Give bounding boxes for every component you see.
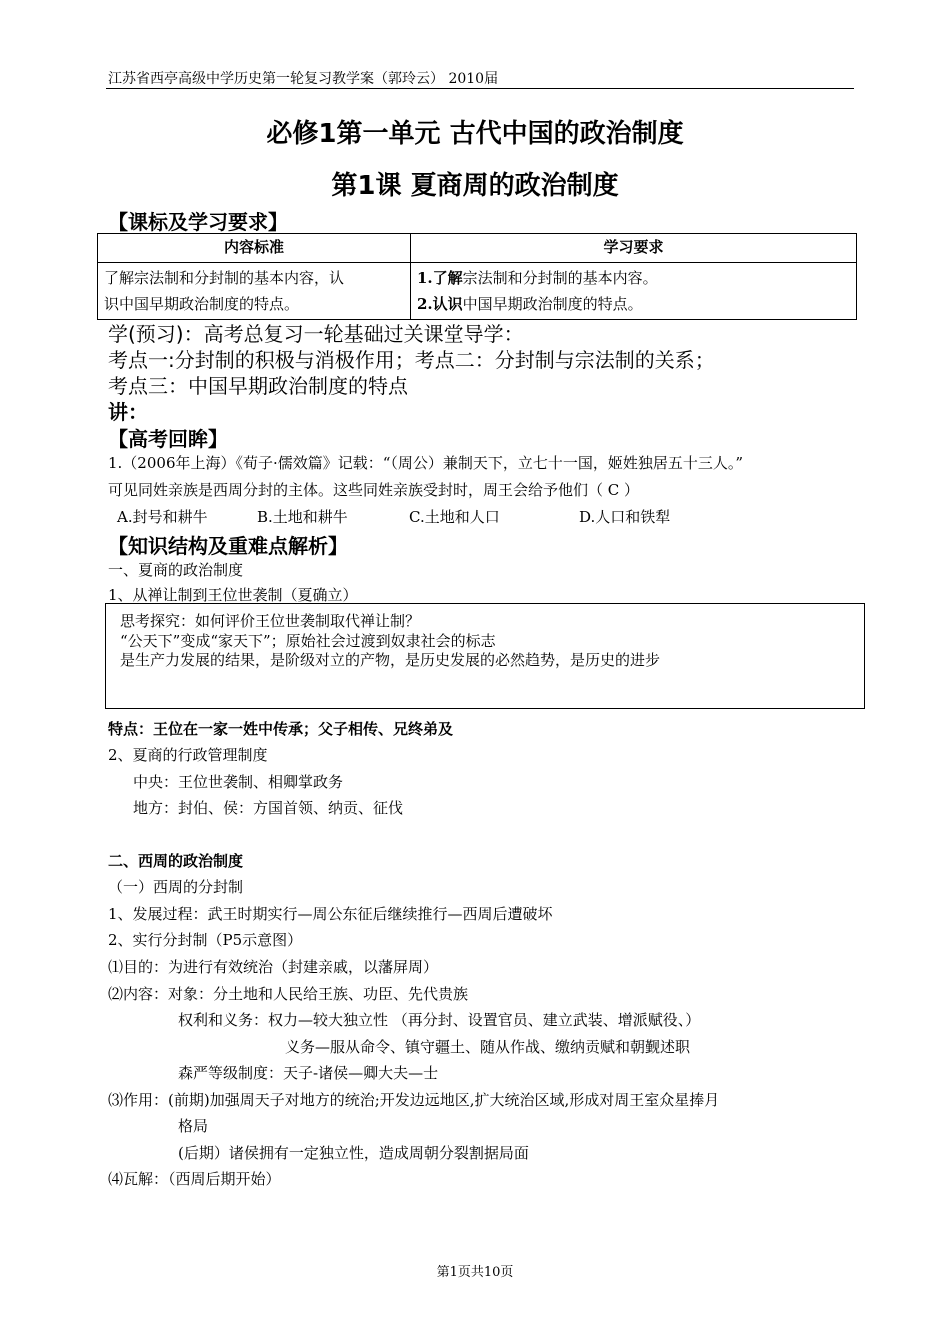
body-line: 义务—服从命令、镇守疆土、随从作战、缴纳贡赋和朝觐述职 [285,1038,691,1056]
body-line: ⑵内容：对象：分土地和人民给王族、功臣、先代贵族 [108,985,469,1003]
content-standard-line: 识中国早期政治制度的特点。 [104,295,300,313]
part1-subheading: 1、从禅让制到王位世袭制（夏确立） [108,586,358,604]
table-row [98,263,857,320]
feature-line: 特点：王位在一家一姓中传承；父子相传、兄终弟及 [108,720,454,738]
lesson-title: 第1课 夏商周的政治制度 [331,171,619,201]
requirement-item [417,265,850,291]
body-line: (后期）诸侯拥有一定独立性，造成周朝分裂割据局面 [178,1144,529,1162]
part1-subheading: 2、夏商的行政管理制度 [108,746,268,764]
body-line: ⑴目的：为进行有效统治（封建亲戚，以藩屏周） [108,958,439,976]
requirement-verb: 1.了解 [417,269,463,287]
page-header: 江苏省西亭高级中学历史第一轮复习教学案（郭玲云） 2010届 [108,71,499,87]
body-line: ⑶作用：(前期)加强周天子对地方的统治;开发边远地区,扩大统治区域,形成对周王室众星捧月 [108,1091,720,1109]
learning-requirements-cell [411,263,857,320]
body-line: 1、发展过程：武王时期实行—周公东征后继续推行—西周后遭破坏 [108,905,553,923]
requirement-text: 宗法制和分封制的基本内容。 [462,269,658,287]
preview-line: 考点一:分封制的积极与消极作用；考点二：分封制与宗法制的关系； [108,348,715,372]
unit-title: 必修1第一单元 古代中国的政治制度 [266,119,684,149]
part2-heading: 二、西周的政治制度 [108,852,244,870]
table-header-row [98,234,857,263]
section-knowledge-heading: 【知识结构及重难点解析】 [108,534,348,558]
preview-line: 考点三：中国早期政治制度的特点 [108,374,408,398]
part2-subheading: （一）西周的分封制 [108,878,244,896]
part1-heading: 一、夏商的政治制度 [108,561,244,579]
question-text: 可见同姓亲族是西周分封的主体。这些同姓亲族受封时，周王会给予他们（ C ） [108,481,640,499]
inquiry-answer: 是生产力发展的结果，是阶级对立的产物，是历史发展的必然趋势，是历史的进步 [120,651,661,669]
body-line: 格局 [178,1117,209,1135]
lecture-label: 讲： [108,400,148,424]
inquiry-question: 思考探究：如何评价王位世袭制取代禅让制？ [120,612,421,630]
content-standard-cell [98,263,411,320]
header-rule [106,88,854,89]
body-line: 森严等级制度：天子-诸侯—卿大夫—士 [178,1064,439,1082]
requirement-verb: 2.认识 [417,295,463,313]
page-footer: 第1页共10页 [436,1265,514,1280]
inquiry-answer: “公天下”变成“家天下”；原始社会过渡到奴隶社会的标志 [120,632,496,650]
section-review-heading: 【高考回眸】 [108,427,228,451]
section-requirements-heading: 【课标及学习要求】 [108,210,288,234]
body-line: 权利和义务：权力—较大独立性 （再分封、设置官员、建立武装、增派赋役、） [178,1011,701,1029]
body-line: ⑷瓦解：（西周后期开始） [108,1170,281,1188]
requirement-item [417,291,850,317]
body-line: 2、实行分封制（P5示意图） [108,931,303,949]
option-c: C.土地和人口 [409,508,500,526]
central-line: 中央：王位世袭制、相卿掌政务 [133,773,344,791]
question-text: 1.（2006年上海）《荀子·儒效篇》记载：“（周公）兼制天下，立七十一国，姬姓独居五十三人。” [108,454,744,472]
preview-line: 学(预习)：高考总复习一轮基础过关课堂导学： [108,322,524,346]
content-standard-line: 了解宗法制和分封制的基本内容，认 [104,269,345,287]
requirements-table [97,233,857,320]
option-d: D.人口和铁犁 [579,508,671,526]
col-content-standard-header: 内容标准 [98,234,411,263]
option-b: B.土地和耕牛 [257,508,348,526]
local-line: 地方：封伯、侯：方国首领、纳贡、征伐 [133,799,404,817]
inquiry-box [105,603,865,709]
option-a: A.封号和耕牛 [117,508,208,526]
col-learning-requirements-header: 学习要求 [411,234,857,263]
requirement-text: 中国早期政治制度的特点。 [462,295,643,313]
